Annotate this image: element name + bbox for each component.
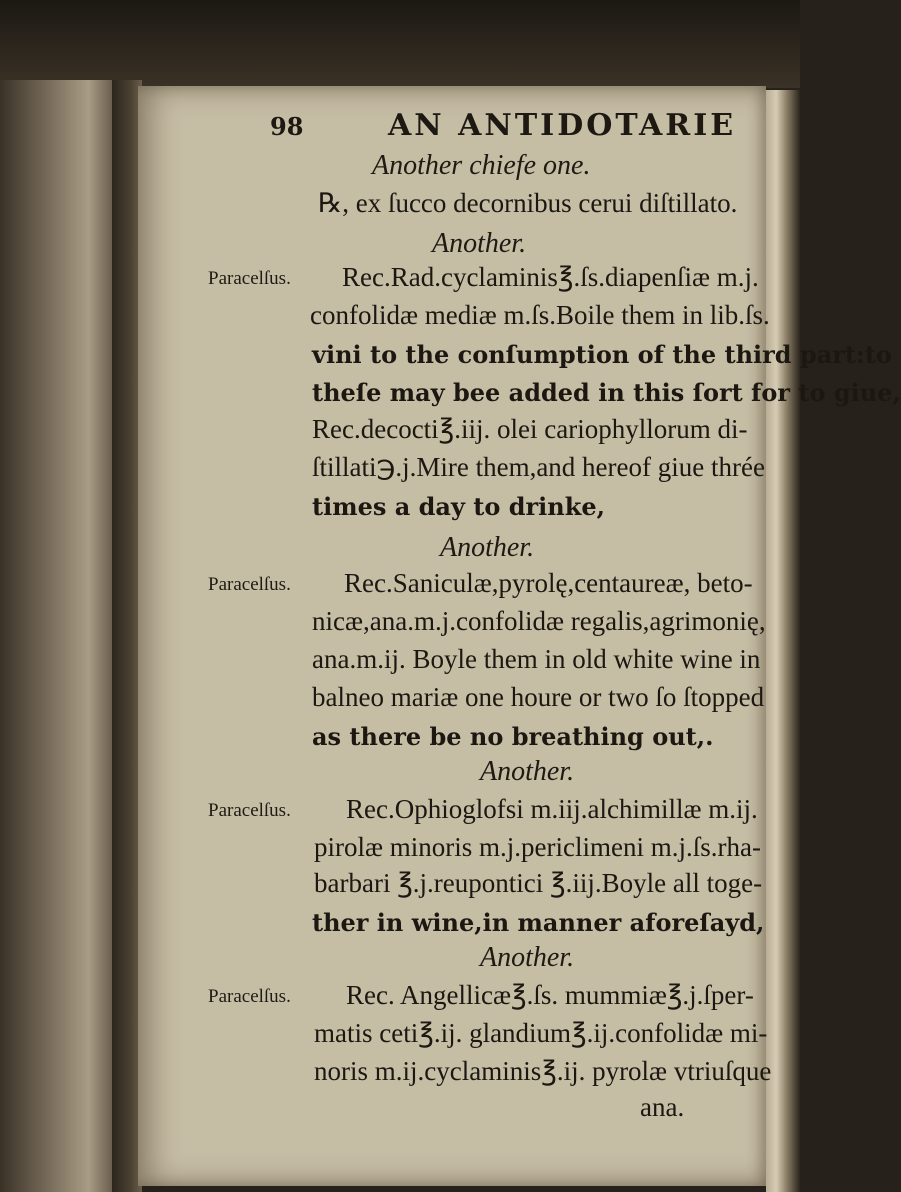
text-line: Rec.Ophioglofsi m.iij.alchimillæ m.ij. — [346, 794, 758, 824]
margin-note: Paracelſus. — [208, 986, 291, 1007]
text-line: ana.m.ij. Boyle them in old white wine in — [312, 644, 761, 674]
photo-background-top — [0, 0, 800, 88]
text-line: matis ceti℥.ij. glandium℥.ij.confolidæ mi- — [314, 1018, 768, 1048]
page-number: 98 — [270, 112, 304, 141]
page-title: AN ANTIDOTARIE — [388, 108, 737, 143]
text-line: Rec.Rad.cyclaminis℥.ſs.diapenſiæ m.j. — [342, 262, 759, 292]
section-subtitle: Another chiefe one. — [372, 150, 591, 181]
section-subtitle: Another. — [480, 756, 575, 787]
margin-note: Paracelſus. — [208, 574, 291, 595]
section-subtitle: Another. — [480, 942, 575, 973]
text-line: ℞, ex ſucco decornibus cerui diſtillato. — [318, 188, 738, 218]
text-line: as there be no breathing out,. — [312, 722, 714, 751]
text-line: pirolæ minoris m.j.periclimeni m.j.ſs.rha- — [314, 832, 761, 862]
margin-note: Paracelſus. — [208, 268, 291, 289]
text-line: ſtillati℈.j.Mire them,and hereof giue thrée — [312, 452, 765, 482]
catchword: ana. — [640, 1092, 685, 1122]
text-line: vini to the conſumption of the third part:to — [312, 340, 892, 369]
running-head — [270, 108, 740, 148]
margin-note: Paracelſus. — [208, 800, 291, 821]
text-line: nicæ,ana.m.j.confolidæ regalis,agrimonię, — [312, 606, 766, 636]
text-line: barbari ℥.j.reupontici ℥.iij.Boyle all toge- — [314, 868, 763, 898]
text-line: Rec. Angellicæ℥.ſs. mummiæ℥.j.ſper- — [346, 980, 754, 1010]
text-line: times a day to drinke, — [312, 492, 605, 521]
text-line: confolidæ mediæ m.ſs.Boile them in lib.ſs. — [310, 300, 770, 330]
facing-page-edge — [0, 80, 118, 1192]
text-line: balneo mariæ one houre or two ſo ſtopped — [312, 682, 765, 712]
text-line: Rec.decocti℥.iij. olei cariophyllorum di- — [312, 414, 748, 444]
section-subtitle: Another. — [440, 532, 535, 563]
text-line: noris m.ij.cyclaminis℥.ij. pyrolæ vtriuſque — [314, 1056, 772, 1086]
section-subtitle: Another. — [432, 228, 527, 259]
text-line: Rec.Saniculæ,pyrolę,centaureæ, beto- — [344, 568, 753, 598]
page-fore-edge — [766, 90, 800, 1192]
text-line: theſe may bee added in this ſort for to giue, — [312, 378, 901, 407]
text-line: ther in wine,in manner aforeſayd, — [312, 908, 765, 937]
